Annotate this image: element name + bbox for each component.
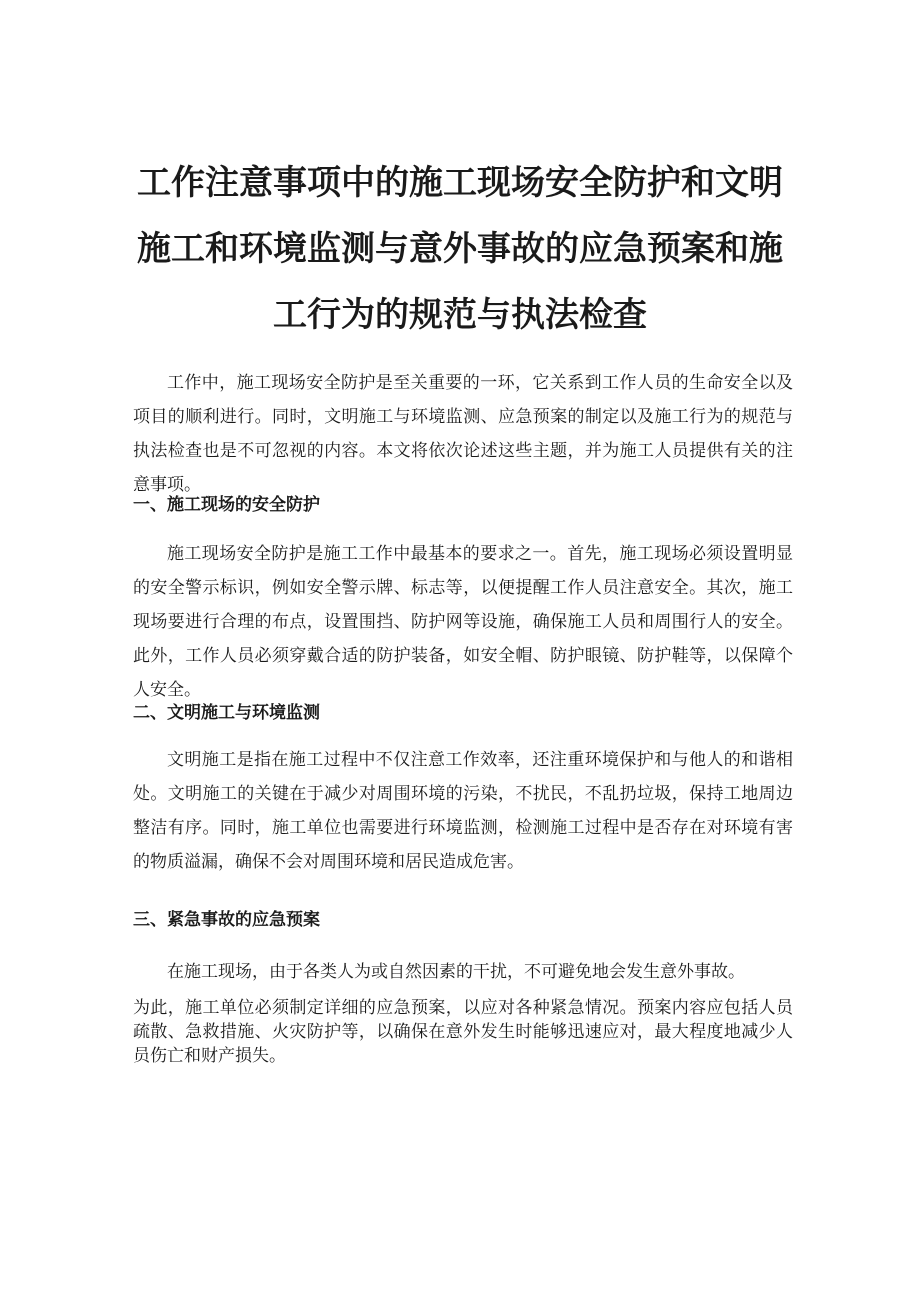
title-line-3: 工行为的规范与执法检查 xyxy=(273,295,647,335)
title-line-1: 工作注意事项中的施工现场安全防护和文明 xyxy=(137,163,783,203)
section-2-paragraph: 文明施工是指在施工过程中不仅注意工作效率，还注重环境保护和与他人的和谐相处。文明施工的关键在于减少对周围环境的污染，不扰民，不乱扔垃圾，保持工地周边整洁有序。同时，施工单位也需要进行环境监测，检测施工过程中是否存在对环境有害的物质溢漏，确保不会对周围环境和居民造成危害。 xyxy=(133,750,793,872)
section-3-paragraph-line1: 在施工现场，由于各类人为或自然因素的干扰，不可避免地会发生意外事故。 xyxy=(167,962,745,982)
section-3-heading: 三、紧急事故的应急预案 xyxy=(133,910,320,930)
document-title xyxy=(110,150,810,348)
section-1-paragraph: 施工现场安全防护是施工工作中最基本的要求之一。首先，施工现场必须设置明显的安全警示标识，例如安全警示牌、标志等，以便提醒工作人员注意安全。其次，施工现场要进行合理的布点，设置围挡、防护网等设施，确保施工人员和周围行人的安全。此外，工作人员必须穿戴合适的防护装备，如安全帽、防护眼镜、防护鞋等，以保障个人安全。 xyxy=(133,544,793,700)
section-3-paragraph-rest: 为此，施工单位必须制定详细的应急预案，以应对各种紧急情况。预案内容应包括人员疏散、急救措施、火灾防护等，以确保在意外发生时能够迅速应对，最大程度地减少人员伤亡和财产损失。 xyxy=(133,998,793,1066)
section-2-heading: 二、文明施工与环境监测 xyxy=(133,703,320,723)
title-line-2: 施工和环境监测与意外事故的应急预案和施 xyxy=(137,229,783,269)
intro-paragraph: 工作中，施工现场安全防护是至关重要的一环，它关系到工作人员的生命安全以及项目的顺利进行。同时，文明施工与环境监测、应急预案的制定以及施工行为的规范与执法检查也是不可忽视的内容。本文将依次论述这些主题，并为施工人员提供有关的注意事项。 xyxy=(133,373,793,495)
section-1-heading: 一、施工现场的安全防护 xyxy=(133,495,320,515)
